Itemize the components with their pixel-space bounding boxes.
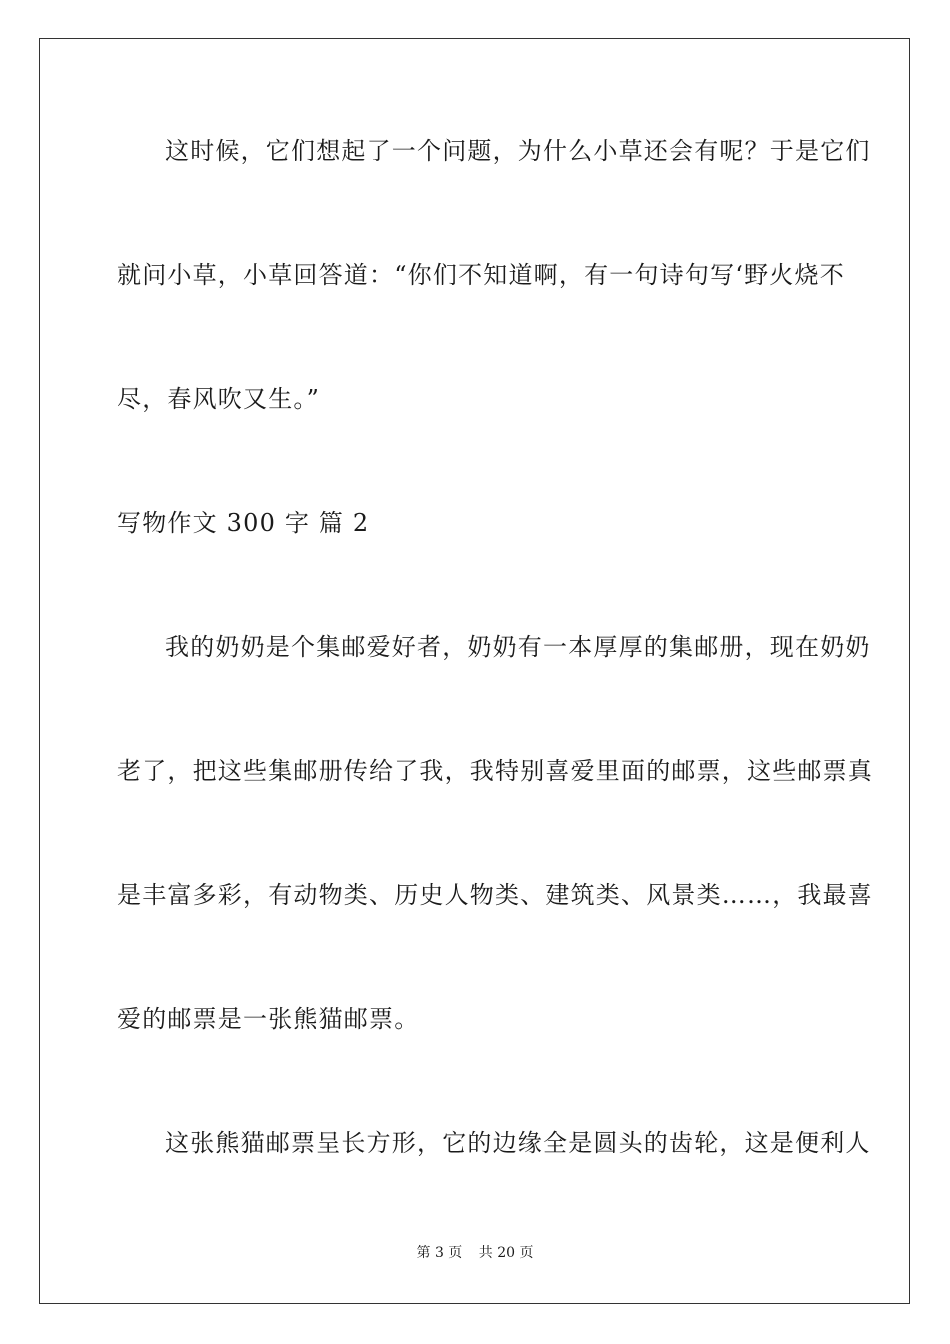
paragraph-2-line-1: 我的奶奶是个集邮爱好者，奶奶有一本厚厚的集邮册，现在奶奶 [165,633,871,661]
paragraph-2-line-3: 是丰富多彩，有动物类、历史人物类、建筑类、风景类……，我最喜 [117,881,873,909]
section-heading: 写物作文 300 字 篇 2 [117,509,370,537]
page-footer [0,1243,950,1263]
page-total: 共 20 页 [478,1245,534,1261]
paragraph-2-line-4: 爱的邮票是一张熊猫邮票。 [117,1005,420,1033]
page-number: 第 3 页 [416,1245,463,1261]
paragraph-2-line-2: 老了，把这些集邮册传给了我，我特别喜爱里面的邮票，这些邮票真 [117,757,873,785]
paragraph-1-line-3: 尽，春风吹又生。” [117,385,321,413]
page-border [39,38,910,1304]
paragraph-1-line-1: 这时候，它们想起了一个问题，为什么小草还会有呢？于是它们 [165,137,871,165]
paragraph-1-line-2: 就问小草，小草回答道：“你们不知道啊，有一句诗句写‘野火烧不 [117,261,845,289]
paragraph-3-line-1: 这张熊猫邮票呈长方形，它的边缘全是圆头的齿轮，这是便利人 [165,1129,871,1157]
